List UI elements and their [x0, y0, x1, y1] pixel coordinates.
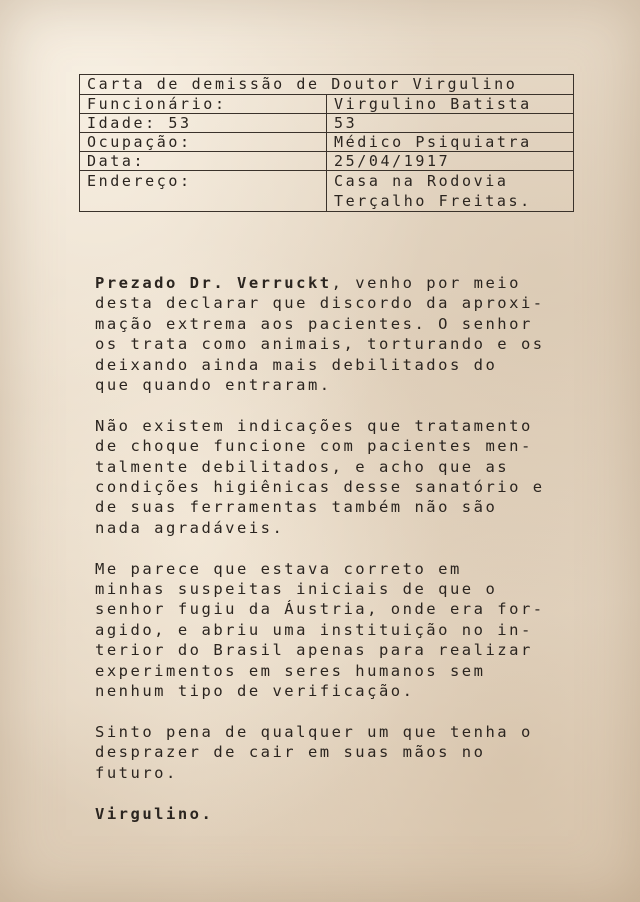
- field-value-age: 53: [327, 114, 574, 133]
- table-row: [80, 95, 574, 114]
- salutation-continuation: , venho por meio: [331, 274, 521, 292]
- letter-line: que quando entraram.: [95, 376, 332, 395]
- letter-body: [95, 273, 575, 824]
- field-label-address: Endereço:: [80, 171, 327, 212]
- table-row: [80, 152, 574, 171]
- table-row: [80, 171, 574, 212]
- letter-line: talmente debilitados, e acho que as: [95, 457, 510, 476]
- letter-paragraph-1: [95, 273, 575, 395]
- letter-line: nada agradáveis.: [95, 518, 285, 537]
- letter-line: futuro.: [95, 763, 178, 782]
- letter-line: de choque funcione com pacientes men-: [95, 437, 533, 456]
- address-line-2: Terçalho Freitas.: [334, 192, 532, 210]
- letter-line: de suas ferramentas também não são: [95, 498, 498, 517]
- letter-paragraph-2: [95, 416, 575, 538]
- field-value-address: [327, 171, 574, 212]
- letter-line: condições higiênicas desse sanatório e: [95, 478, 545, 497]
- employee-info-table: [79, 74, 574, 212]
- field-value-date: 25/04/1917: [327, 152, 574, 171]
- letter-line: mação extrema aos pacientes. O senhor: [95, 314, 533, 333]
- letter-line: desprazer de cair em suas mãos no: [95, 743, 486, 762]
- letter-line: nenhum tipo de verificação.: [95, 682, 415, 701]
- table-row: [80, 133, 574, 152]
- letter-line: experimentos em seres humanos sem: [95, 661, 486, 680]
- address-line-1: Casa na Rodovia: [334, 172, 509, 190]
- field-value-employee: Virgulino Batista: [327, 95, 574, 114]
- letter-line: deixando ainda mais debilitados do: [95, 355, 498, 374]
- table-row: [80, 114, 574, 133]
- letter-line: agido, e abriu uma instituição no in-: [95, 620, 533, 639]
- field-label-date: Data:: [80, 152, 327, 171]
- field-label-employee: Funcionário:: [80, 95, 327, 114]
- field-value-occupation: Médico Psiquiatra: [327, 133, 574, 152]
- salutation: Prezado Dr. Verruckt: [95, 274, 332, 292]
- letter-line: desta declarar que discordo da aproxi-: [95, 294, 545, 313]
- letter-line: senhor fugiu da Áustria, onde era for-: [95, 600, 545, 619]
- field-label-occupation: Ocupação:: [80, 133, 327, 152]
- letter-paragraph-4: [95, 722, 575, 783]
- table-title-row: [80, 75, 574, 95]
- signature: Virgulino.: [95, 804, 214, 823]
- letter-line: Sinto pena de qualquer um que tenha o: [95, 722, 533, 741]
- letter-paragraph-3: [95, 559, 575, 702]
- letter-line: Não existem indicações que tratamento: [95, 416, 533, 435]
- letter-line: os trata como animais, torturando e os: [95, 335, 545, 354]
- letter-line: [95, 273, 575, 293]
- field-label-age: Idade: 53: [80, 114, 327, 133]
- letter-line: terior do Brasil apenas para realizar: [95, 641, 533, 660]
- letter-line: minhas suspeitas iniciais de que o: [95, 580, 498, 599]
- letter-line: Me parece que estava correto em: [95, 559, 462, 578]
- document-title: Carta de demissão de Doutor Virgulino: [80, 75, 574, 95]
